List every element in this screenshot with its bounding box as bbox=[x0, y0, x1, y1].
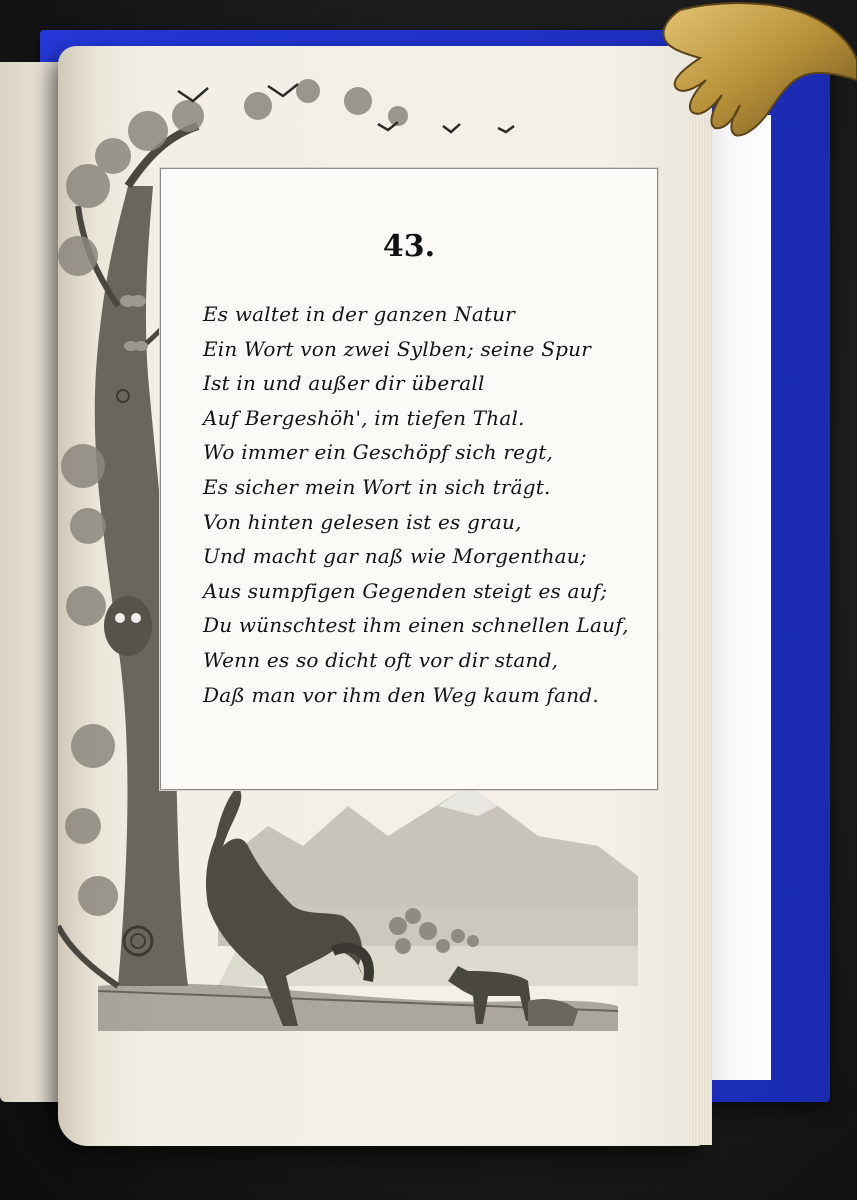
poem-line: Ein Wort von zwei Sylben; seine Spur bbox=[203, 336, 591, 361]
poem-line: Auf Bergeshöh', im tiefen Thal. bbox=[203, 405, 525, 430]
poem-line: Wo immer ein Geschöpf sich regt, bbox=[203, 440, 554, 465]
poem-line: Daß man vor ihm den Weg kaum fand. bbox=[203, 682, 599, 707]
poem-line: Es sicher mein Wort in sich trägt. bbox=[203, 474, 551, 499]
owl-icon bbox=[104, 596, 152, 656]
poem-line: Du wünschtest ihm einen schnellen Lauf, bbox=[203, 613, 629, 638]
poem-line: Aus sumpfigen Gegenden steigt es auf; bbox=[203, 578, 608, 603]
poem-line: Ist in und außer dir überall bbox=[203, 371, 485, 396]
poem-line: Es waltet in der ganzen Natur bbox=[203, 302, 516, 326]
poem-line: Wenn es so dicht oft vor dir stand, bbox=[203, 647, 559, 672]
riddle-number: 43. bbox=[382, 229, 436, 264]
text-panel bbox=[160, 168, 658, 790]
brass-hand-icon bbox=[640, 0, 857, 150]
poem-line: Von hinten gelesen ist es grau, bbox=[203, 509, 522, 534]
riddle-poem bbox=[203, 297, 643, 712]
poem-line: Und macht gar naß wie Morgenthau; bbox=[203, 544, 587, 569]
